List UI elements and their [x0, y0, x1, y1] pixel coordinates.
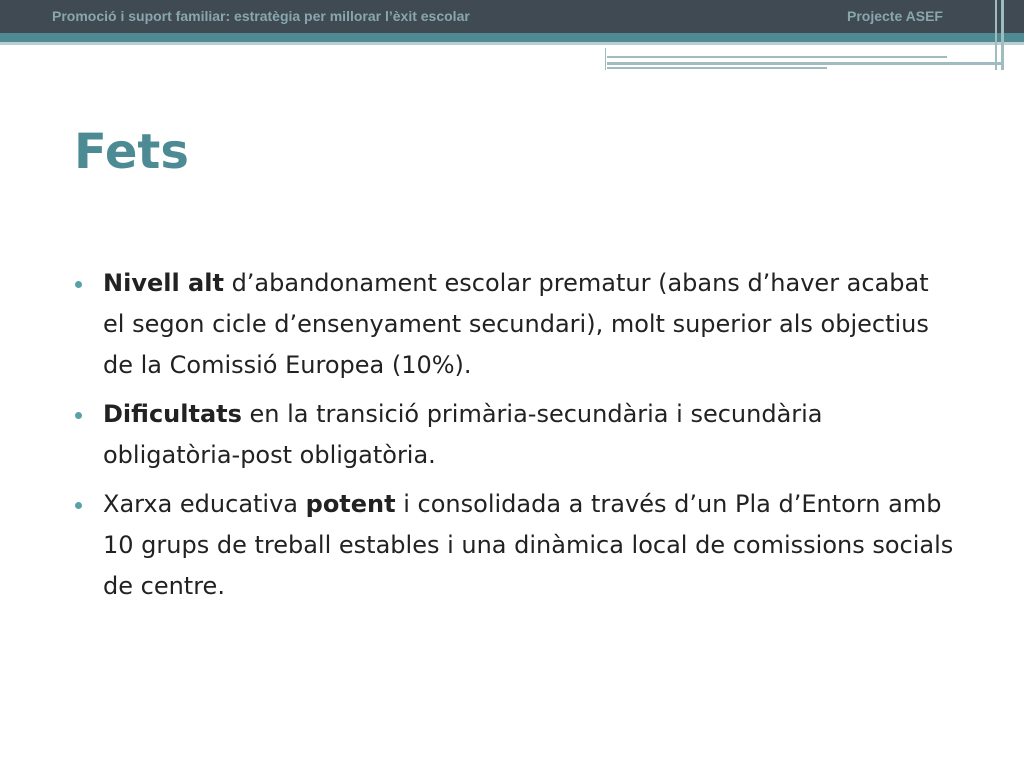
header-accent-line [0, 33, 1024, 42]
bullet-dot [75, 281, 82, 288]
bullet-text: d’abandonament escolar prematur (abans d’haver acabat el segon cicle d’ensenyament secundari), molt superior als objectius de la Comissió Europea (10%). [103, 269, 929, 379]
bullet-item [75, 394, 955, 476]
bullet-text: i consolidada a través d’un Pla d’Entorn amb 10 grups de treball estables i una dinàmica local de comissions socials de centre. [103, 490, 954, 600]
bullet-pre-text: Xarxa educativa [103, 490, 306, 518]
decorative-strip [607, 67, 827, 69]
header-presentation-title: Promoció i suport familiar: estratègia per millorar l’èxit escolar [52, 8, 470, 24]
bullet-dot [75, 412, 82, 419]
decorative-strip [605, 48, 606, 70]
bullet-item [75, 263, 955, 386]
bullet-item [75, 484, 955, 607]
bullet-dot [75, 502, 82, 509]
bullet-bold-text: Nivell alt [103, 269, 224, 297]
bullet-bold-text: Dificultats [103, 400, 242, 428]
bullet-list [75, 263, 955, 615]
decorative-strip [1001, 0, 1004, 70]
header-thin-line [0, 42, 1024, 45]
slide-title: Fets [74, 124, 189, 180]
header-bar [0, 0, 1024, 33]
bullet-text: en la transició primària-secundària i secundària obligatòria-post obligatòria. [103, 400, 823, 469]
decorative-strip [995, 0, 997, 70]
header-project-name: Projecte ASEF [847, 8, 943, 24]
bullet-bold-text: potent [305, 490, 396, 518]
decorative-strip [607, 62, 1002, 65]
decorative-strip [607, 56, 947, 58]
